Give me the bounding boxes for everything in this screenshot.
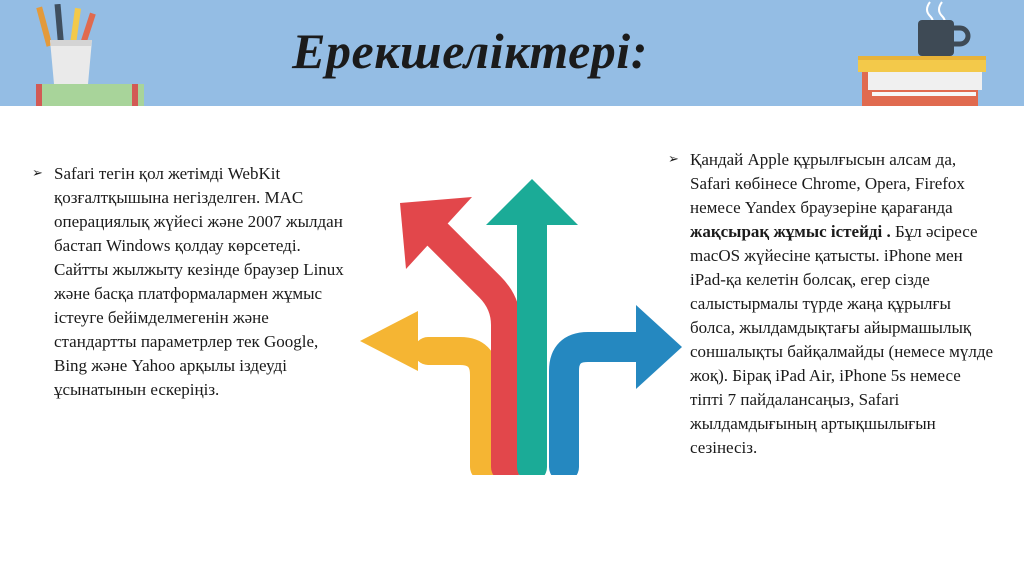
blue-arrow [564,347,636,467]
arrowhead-bullet-icon: ➢ [668,152,679,167]
right-bullet-text-part2: Бұл әсіресе macOS жүйесіне қатысты. iPhone мен iPad-қа келетін болсақ, егер сізде салыстырмалы түрде жаңа құрылғы болса, жылдамдықтағы айырмашылық соншалықты байқалмайды (немесе мүлде жоқ). Бірақ iPad Air, iPhone 5s немесе тіпті 7 пайдалансаңыз, Safari жылдамдығының артықшылығын сезінесіз. [690,222,994,457]
right-bullet-text [690,148,998,460]
yellow-arrow [428,351,484,467]
left-bullet [32,162,348,402]
directional-arrows-illustration [360,175,690,475]
book-green [36,84,144,106]
right-bullet-text-part1: Қандай Apple құрылғысын алсам да, Safari көбінесе Chrome, Opera, Firefox немесе Yandex браузеріне қарағанда [690,150,965,217]
arrowhead-bullet-icon: ➢ [32,166,43,181]
slide-title: Ерекшеліктері: [292,23,648,79]
right-bullet [668,148,998,460]
right-bullet-bold-text: жақсырақ жұмыс істейді . [690,222,891,241]
left-bullet-text: Safari тегін қол жетімді WebKit қозғалтқышына негізделген. MAC операциялық жүйесі және 2007 жылдан бастап Windows қолдау көрсетеді. Сайтты жылжыту кезінде браузер Linux және басқа платформалармен жұмыс істеуге бейімделмегенін және стандартты параметрлер тек Google, Bing және Yahoo арқылы іздеуді ұсынатынын ескеріңіз. [54,164,344,399]
